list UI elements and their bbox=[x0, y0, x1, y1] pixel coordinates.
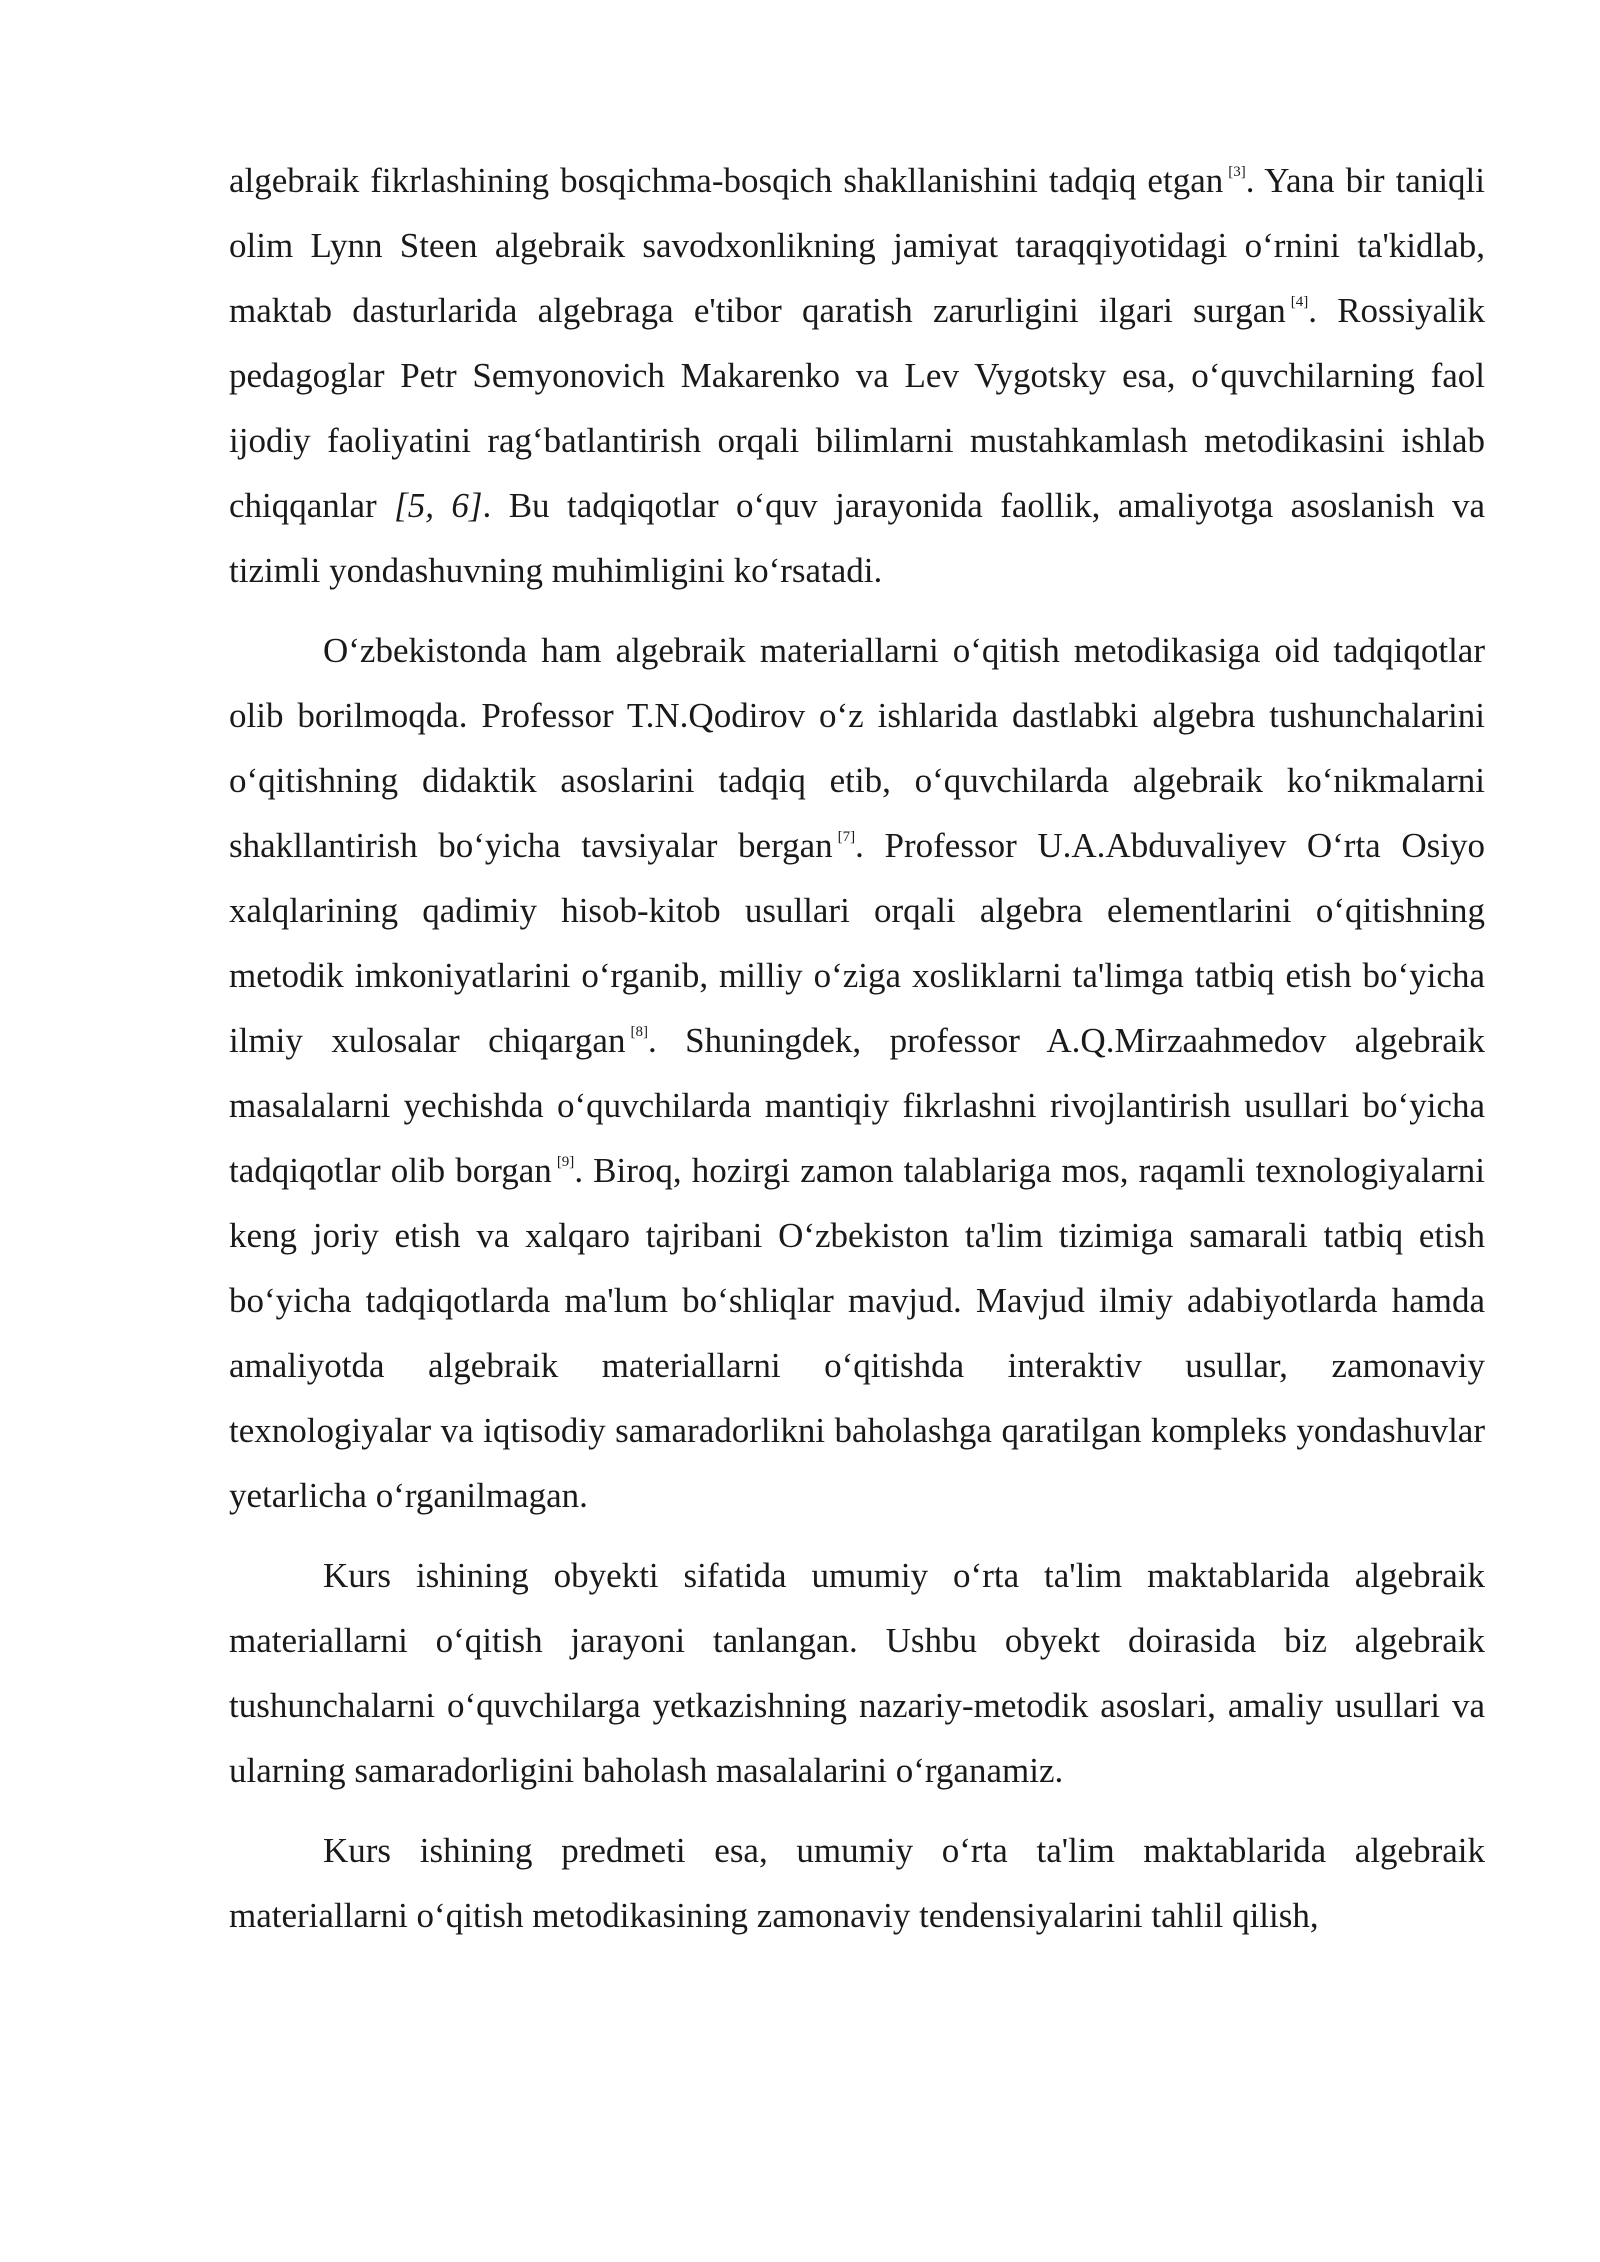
paragraph-text: . Professor U.A.Abduvaliyev O‘rta Osiyo xalqlarining qadimiy hisob-kitob usullari orqali algebra elementlarini o‘qitishning metodik imkoniyatlarini o‘rganib, milliy o‘ziga xosliklarni ta'limga tatbiq etish bo‘yicha ilmiy xulosalar chiqargan bbox=[229, 826, 1485, 1060]
paragraph-text: O‘zbekistonda ham algebraik materiallarni o‘qitish metodikasiga oid tadqiqotlar olib borilmoqda. Professor T.N.Qodirov o‘z ishlarida dastlabki algebra tushunchalarini o‘qitishning didaktik asoslarini tadqiq etib, o‘quvchilarda algebraik ko‘nikmalarni shakllantirish bo‘yicha tavsiyalar bergan bbox=[229, 631, 1485, 865]
document-body bbox=[229, 148, 1485, 1948]
paragraph-1 bbox=[229, 148, 1485, 603]
paragraph-4 bbox=[229, 1818, 1485, 1948]
paragraph-text: . Shuningdek, professor A.Q.Mirzaahmedov algebraik masalalarni yechishda o‘quvchilarda mantiqiy fikrlashni rivojlantirish usullari bo‘yicha tadqiqotlar olib borgan bbox=[229, 1021, 1485, 1190]
paragraph-text: Kurs ishining obyekti sifatida umumiy o‘rta ta'lim maktablarida algebraik materiallarni o‘qitish jarayoni tanlangan. Ushbu obyekt doirasida biz algebraik tushunchalarni o‘quvchilarga yetkazishning nazariy-metodik asoslari, amaliy usullari va ularning samaradorligini baholash masalalarini o‘rganamiz. bbox=[229, 1556, 1485, 1790]
paragraph-text: . Rossiyalik pedagoglar Petr Semyonovich Makarenko va Lev Vygotsky esa, o‘quvchilarning faol ijodiy faoliyatini rag‘batlantirish orqali bilimlarni mustahkamlash metodikasini ishlab chiqqanlar bbox=[229, 291, 1485, 525]
citation-ref-inline: [5, 6] bbox=[394, 486, 483, 525]
citation-ref: [9] bbox=[556, 1154, 575, 1170]
paragraph-3 bbox=[229, 1543, 1485, 1803]
citation-ref: [3] bbox=[1228, 164, 1246, 180]
paragraph-text: . Biroq, hozirgi zamon talablariga mos, raqamli texnologiyalarni keng joriy etish va xalqaro tajribani O‘zbekiston ta'lim tizimiga samarali tatbiq etish bo‘yicha tadqiqotlarda ma'lum bo‘shliqlar mavjud. Mavjud ilmiy adabiyotlarda hamda amaliyotda algebraik materiallarni o‘qitishda interaktiv usullar, zamonaviy texnologiyalar va iqtisodiy samaradorlikni baholashga qaratilgan kompleks yondashuvlar yetarlicha o‘rganilmagan. bbox=[229, 1151, 1485, 1515]
paragraph-text: . Yana bir taniqli olim Lynn Steen algebraik savodxonlikning jamiyat taraqqiyotidagi o‘rnini ta'kidlab, maktab dasturlarida algebraga e'tibor qaratish zarurligini ilgari surgan bbox=[229, 161, 1486, 330]
citation-ref: [7] bbox=[837, 829, 856, 845]
paragraph-text: . Bu tadqiqotlar o‘quv jarayonida faollik, amaliyotga asoslanish va tizimli yondashuvning muhimligini ko‘rsatadi. bbox=[229, 486, 1485, 590]
citation-ref: [4] bbox=[1290, 294, 1309, 310]
paragraph-text: algebraik fikrlashining bosqichma-bosqich shakllanishini tadqiq etgan bbox=[229, 161, 1224, 200]
citation-ref: [8] bbox=[630, 1024, 648, 1040]
paragraph-2 bbox=[229, 618, 1485, 1528]
paragraph-text: Kurs ishining predmeti esa, umumiy o‘rta ta'lim maktablarida algebraik materiallarni o‘qitish metodikasining zamonaviy tendensiyalarini tahlil qilish, bbox=[229, 1831, 1485, 1935]
